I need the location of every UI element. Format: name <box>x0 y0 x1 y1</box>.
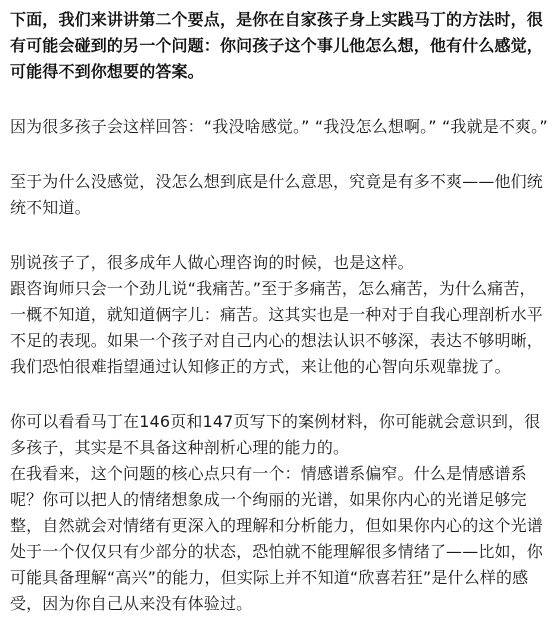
paragraph-gap <box>10 85 550 114</box>
answer-quotes-paragraph: 因为很多孩子会这样回答：“我没啥感觉。” “我没怎么想啊。” “我就是不爽。” <box>10 117 548 136</box>
paragraph-gap <box>10 140 550 169</box>
paragraph-gap <box>10 380 550 409</box>
emotion-spectrum-paragraph: 在我看来，这个问题的核心点只有一个：情感谱系偏窄。什么是情感谱系呢？你可以把人的情绪想象成一个绚丽的光谱，如果你内心的光谱足够完整，自然就会对情绪有更深入的理解和分析能力，但如果你内心的这个光谱处于一个仅仅只有少部分的状态，恐怕就不能理解很多情绪了——比如，你可能具备理解“高兴”的能力，但实际上并不知道“欣喜若狂”是什么样的感受，因为你自己从来没有体验过。 <box>10 464 543 613</box>
unknown-feelings-paragraph: 至于为什么没感觉，没怎么想到底是什么意思，究竟是有多不爽——他们统统不知道。 <box>10 172 543 217</box>
intro-paragraph: 下面，我们来讲讲第二个要点，是你在自家孩子身上实践马丁的方法时，很有可能会碰到的另一个问题：你问孩子这个事儿他怎么想，他有什么感觉，可能得不到你想要的答案。 <box>10 10 543 81</box>
paragraph-gap <box>10 221 550 250</box>
counselor-paragraph: 跟咨询师只会一个劲儿说“我痛苦。”至于多痛苦，怎么痛苦，为什么痛苦，一概不知道，就知道俩字儿：痛苦。这其实也是一种对于自我心理剖析水平不足的表现。如果一个孩子对自己内心的想法认识不够深，表达不够明晰，我们恐怕很难指望通过认知修正的方式，来让他的心智向乐观靠拢了。 <box>10 279 543 376</box>
case-material-paragraph: 你可以看看马丁在146页和147页写下的案例材料，你可能就会意识到，很多孩子，其实是不具备这种剖析心理的能力的。 <box>10 412 541 457</box>
adults-paragraph: 别说孩子了，很多成年人做心理咨询的时候，也是这样。 <box>10 253 414 272</box>
article-body <box>10 7 550 617</box>
